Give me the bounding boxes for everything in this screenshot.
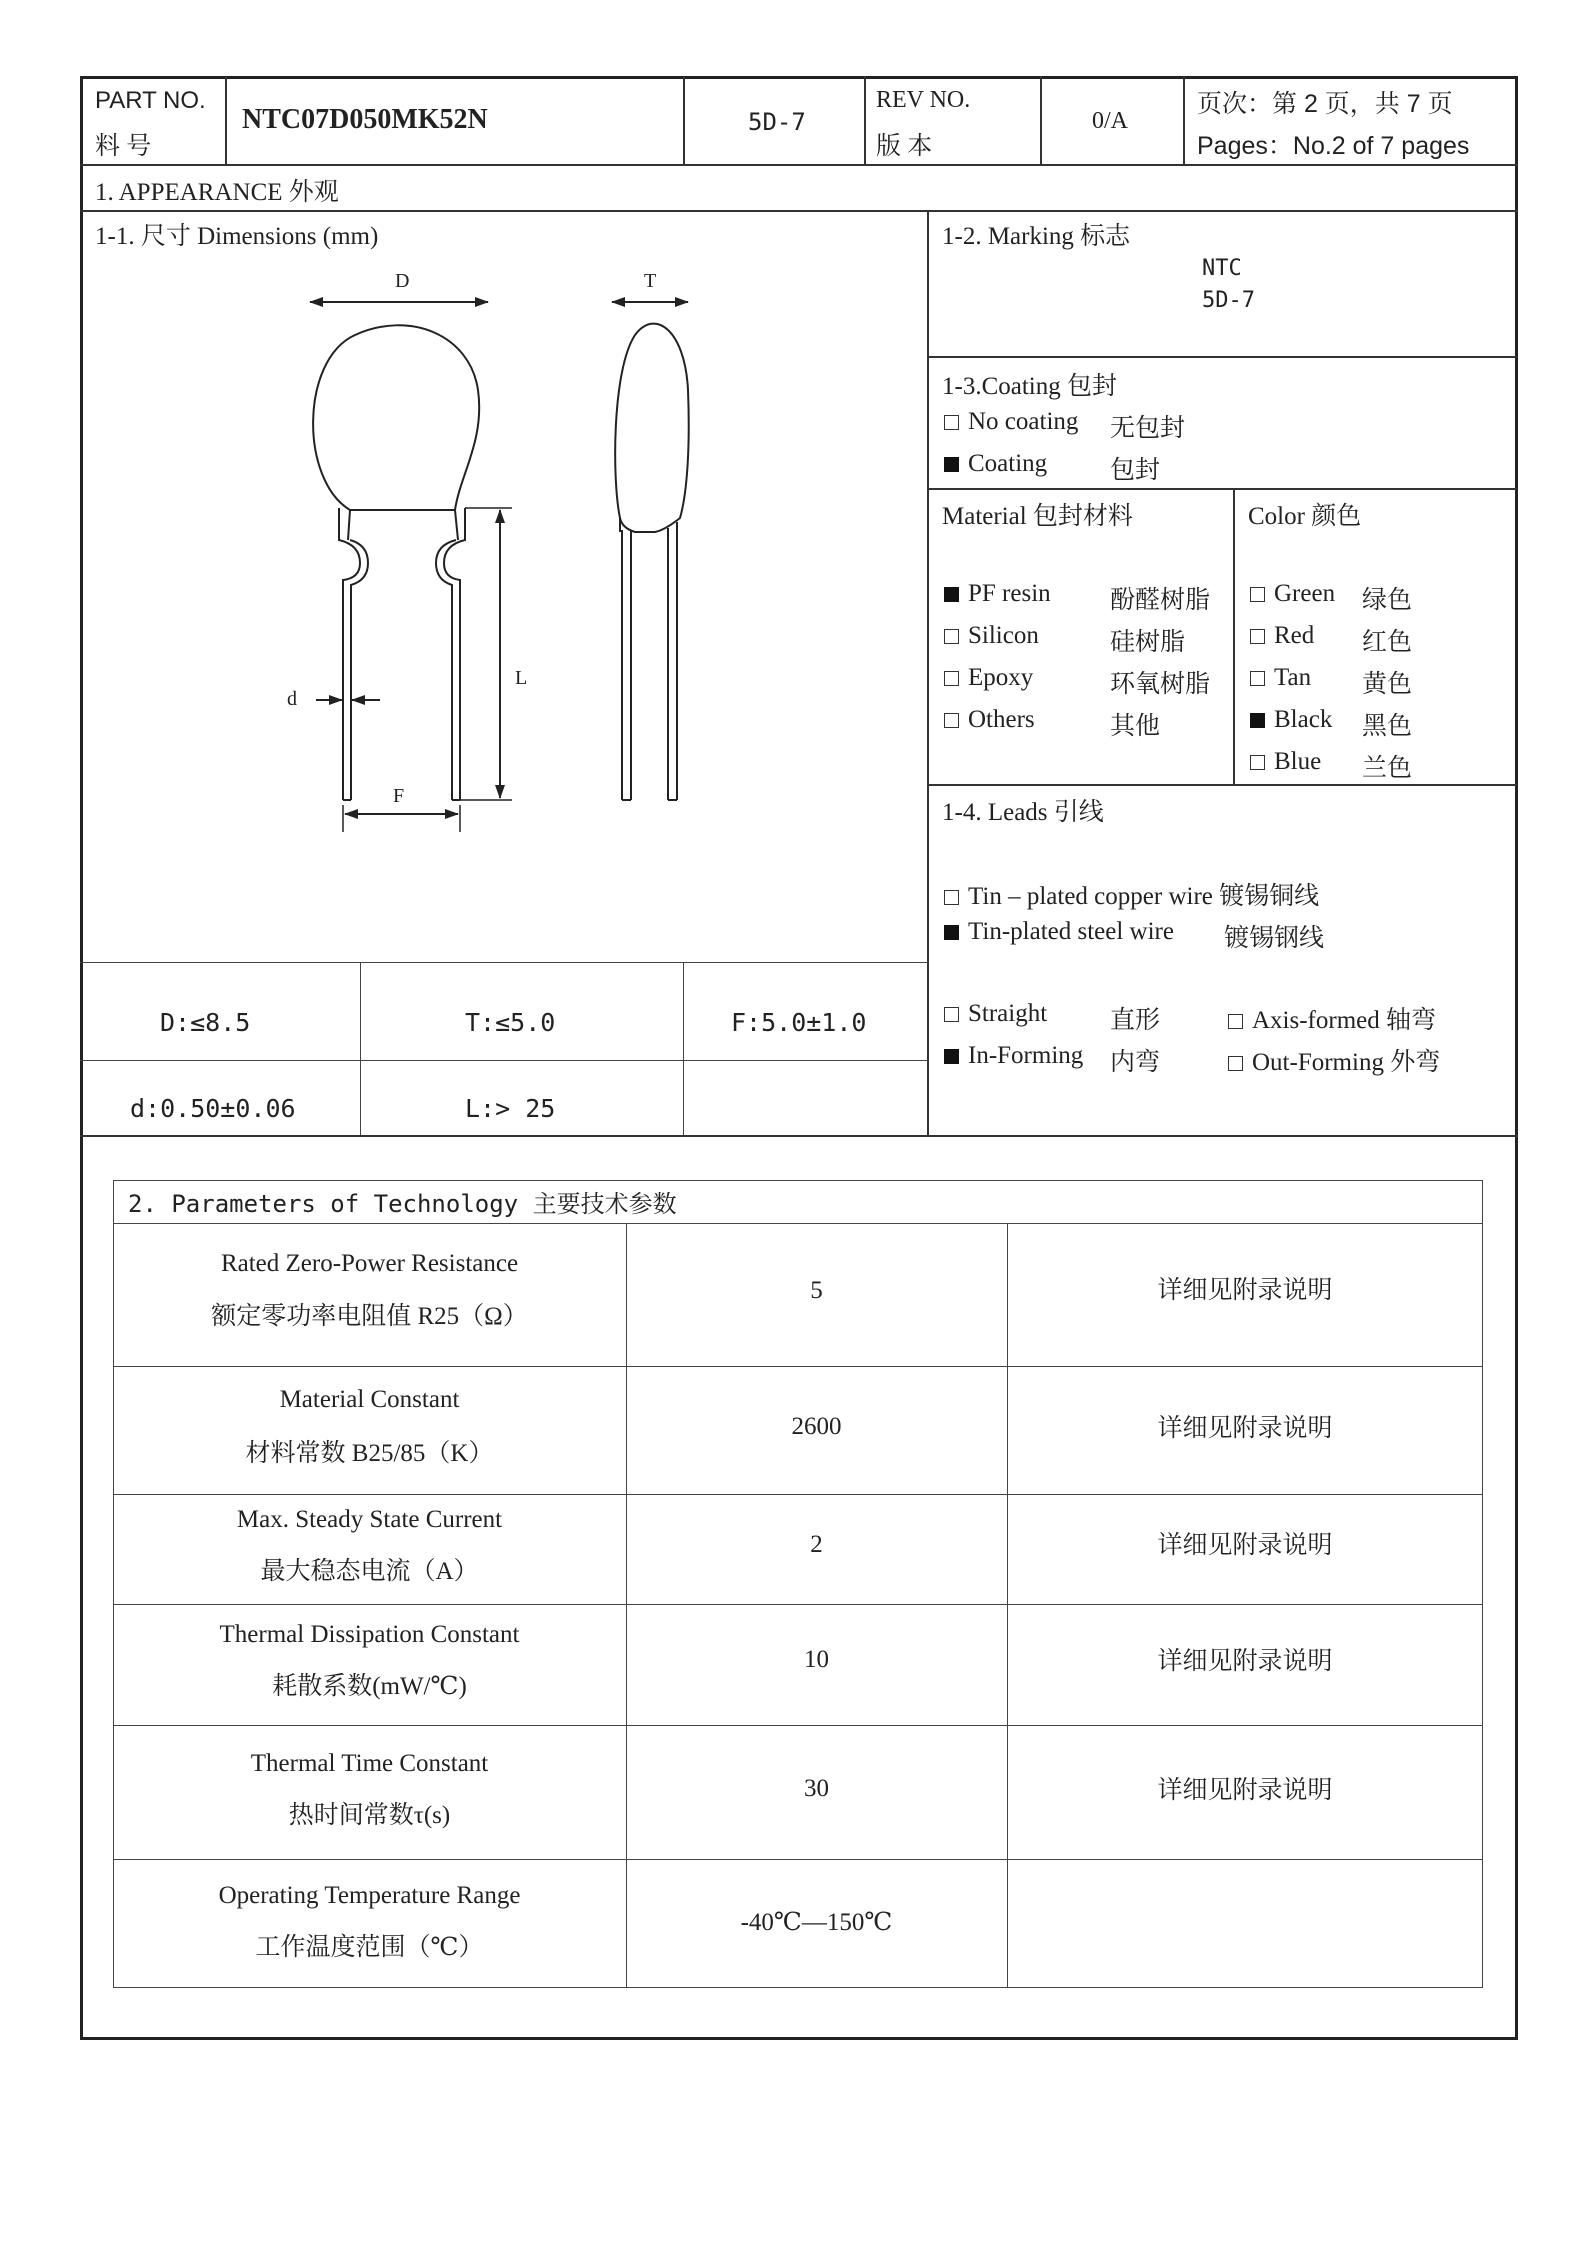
parameters-col-2	[1007, 1223, 1008, 1988]
parameter-name-en: Thermal Time Constant	[250, 1750, 489, 1777]
parameter-name-en: Max. Steady State Current	[236, 1506, 503, 1533]
checkbox-unchecked-icon	[1250, 587, 1265, 602]
parameter-note: 详细见附录说明	[1157, 1777, 1333, 1804]
material-option-others-cn: 其他	[1110, 713, 1161, 740]
parameters-row-rule	[113, 1366, 1483, 1367]
parameter-note: 详细见附录说明	[1157, 1277, 1333, 1304]
material-option-silicon-cn: 硅树脂	[1110, 629, 1186, 656]
dims-table-col-1	[360, 962, 361, 1136]
material-option-epoxy-cn: 环氧树脂	[1110, 671, 1211, 698]
parameter-name-en: Rated Zero-Power Resistance	[220, 1250, 519, 1277]
parameter-name-en: Operating Temperature Range	[218, 1882, 521, 1909]
material-option-epoxy[interactable]: Epoxy	[944, 664, 1033, 692]
leads-form-in[interactable]: In-Forming	[944, 1042, 1083, 1070]
leads-wire-copper[interactable]: Tin – plated copper wire 镀锡铜线	[944, 876, 1319, 912]
parameter-name-en: Thermal Dissipation Constant	[219, 1621, 520, 1648]
drawing-label-D: D	[395, 270, 410, 292]
appearance-bottom-rule	[80, 1135, 1518, 1137]
color-option-green-cn: 绿色	[1362, 587, 1413, 614]
header-divider-3	[864, 76, 866, 165]
material-option-pf[interactable]: PF resin	[944, 580, 1051, 608]
parameter-name-cn: 材料常数 B25/85（K）	[245, 1440, 494, 1467]
color-option-blue-cn: 兰色	[1362, 755, 1413, 782]
parameter-value: 2600	[791, 1413, 842, 1440]
drawing-label-d: d	[287, 688, 297, 710]
color-title: Color 颜色	[1248, 503, 1362, 530]
parameter-name-cn: 工作温度范围（℃）	[255, 1934, 484, 1961]
dimensions-title: 1-1. 尺寸 Dimensions (mm)	[95, 223, 379, 250]
rev-value: 0/A	[1092, 108, 1128, 134]
drawing-label-L: L	[515, 667, 528, 689]
parameter-name-cn: 额定零功率电阻值 R25（Ω）	[211, 1303, 528, 1330]
material-title: Material 包封材料	[942, 503, 1133, 530]
dim-L: L:> 25	[465, 1094, 556, 1123]
parameter-value: 2	[810, 1531, 823, 1558]
dims-table-top	[80, 962, 928, 963]
leads-form-straight[interactable]: Straight	[944, 1000, 1047, 1028]
coating-option-no[interactable]: No coating	[944, 408, 1078, 436]
color-option-black[interactable]: Black	[1250, 706, 1332, 734]
marking-title: 1-2. Marking 标志	[942, 223, 1131, 250]
page-info-en: Pages：No.2 of 7 pages	[1197, 132, 1470, 160]
checkbox-unchecked-icon	[944, 671, 959, 686]
material-option-pf-cn: 酚醛树脂	[1110, 587, 1211, 614]
dims-table-mid	[80, 1060, 928, 1061]
dim-T: T:≤5.0	[465, 1008, 556, 1037]
parameter-name-cn: 耗散系数(mW/℃)	[272, 1673, 467, 1700]
part-no-value: NTC07D050MK52N	[242, 104, 488, 135]
checkbox-checked-icon	[944, 457, 959, 472]
leads-form-out[interactable]: Out-Forming 外弯	[1228, 1042, 1440, 1078]
header-divider-5	[1183, 76, 1185, 165]
header-divider-4	[1040, 76, 1042, 165]
rev-label-cn: 版 本	[876, 133, 933, 160]
appearance-title: 1. APPEARANCE 外观	[95, 179, 339, 206]
parameter-value: 10	[804, 1646, 829, 1673]
header-divider-1	[225, 76, 227, 165]
parameter-value: 5	[810, 1277, 823, 1304]
color-option-green[interactable]: Green	[1250, 580, 1335, 608]
leads-form-axis[interactable]: Axis-formed 轴弯	[1228, 1000, 1436, 1036]
parameter-value: -40℃—150℃	[740, 1909, 893, 1936]
dims-table-col-2	[683, 962, 684, 1136]
leads-wire-steel-cn: 镀锡钢线	[1224, 925, 1325, 952]
color-option-red-cn: 红色	[1362, 629, 1413, 656]
checkbox-unchecked-icon	[1250, 629, 1265, 644]
dim-F: F:5.0±1.0	[731, 1008, 867, 1037]
page-info-cn: 页次：第 2 页，共 7 页	[1197, 90, 1453, 118]
checkbox-unchecked-icon	[944, 713, 959, 728]
checkbox-unchecked-icon	[944, 890, 959, 905]
checkbox-unchecked-icon	[1228, 1014, 1243, 1029]
checkbox-unchecked-icon	[1250, 671, 1265, 686]
parameter-name-en: Material Constant	[279, 1386, 460, 1413]
color-option-black-cn: 黑色	[1362, 713, 1413, 740]
leads-form-straight-cn: 直形	[1110, 1007, 1161, 1034]
checkbox-unchecked-icon	[1250, 755, 1265, 770]
coating-bottom-rule	[927, 488, 1517, 490]
parameter-note: 详细见附录说明	[1157, 1532, 1333, 1559]
color-option-tan[interactable]: Tan	[1250, 664, 1311, 692]
coating-option-yes-cn: 包封	[1110, 457, 1161, 484]
drawing-label-T: T	[644, 270, 657, 292]
dim-d: d:0.50±0.06	[130, 1094, 296, 1123]
leads-form-in-cn: 内弯	[1110, 1049, 1161, 1076]
coating-option-no-cn: 无包封	[1110, 415, 1186, 442]
header-divider-2	[683, 76, 685, 165]
part-no-label-cn: 料 号	[95, 133, 152, 160]
appearance-split	[927, 210, 929, 1136]
material-bottom-rule	[927, 784, 1517, 786]
coating-option-yes[interactable]: Coating	[944, 450, 1047, 478]
header-bottom-rule	[80, 164, 1518, 166]
material-color-split	[1233, 488, 1235, 784]
dim-D: D:≤8.5	[160, 1008, 251, 1037]
parameter-name-cn: 最大稳态电流（A）	[260, 1558, 479, 1585]
checkbox-checked-icon	[944, 587, 959, 602]
color-option-red[interactable]: Red	[1250, 622, 1314, 650]
parameters-col-1	[626, 1223, 627, 1988]
appearance-title-rule	[80, 210, 1518, 212]
parameter-note: 详细见附录说明	[1157, 1648, 1333, 1675]
checkbox-unchecked-icon	[944, 415, 959, 430]
part-no-label-en: PART NO.	[95, 87, 206, 114]
leads-wire-steel[interactable]: Tin-plated steel wire	[944, 918, 1174, 946]
material-option-others[interactable]: Others	[944, 706, 1035, 734]
leads-title: 1-4. Leads 引线	[942, 799, 1104, 826]
parameter-value: 30	[804, 1775, 829, 1802]
dimension-drawing	[260, 260, 720, 840]
marking-line-2: 5D-7	[1202, 288, 1255, 313]
drawing-label-F: F	[393, 785, 405, 807]
checkbox-unchecked-icon	[1228, 1056, 1243, 1071]
checkbox-checked-icon	[1250, 713, 1265, 728]
checkbox-checked-icon	[944, 925, 959, 940]
parameters-row-rule	[113, 1725, 1483, 1726]
material-option-silicon[interactable]: Silicon	[944, 622, 1039, 650]
parameters-title: 2. Parameters of Technology 主要技术参数	[128, 1190, 677, 1218]
rev-label-en: REV NO.	[876, 87, 971, 113]
marking-line-1: NTC	[1202, 256, 1242, 281]
coating-title: 1-3.Coating 包封	[942, 373, 1117, 400]
color-option-tan-cn: 黄色	[1362, 671, 1413, 698]
model-value: 5D-7	[748, 108, 806, 136]
marking-bottom-rule	[927, 356, 1517, 358]
parameters-row-rule	[113, 1604, 1483, 1605]
checkbox-checked-icon	[944, 1049, 959, 1064]
checkbox-unchecked-icon	[944, 1007, 959, 1022]
parameter-name-cn: 热时间常数τ(s)	[288, 1802, 451, 1829]
parameter-note: 详细见附录说明	[1157, 1415, 1333, 1442]
parameters-title-rule	[113, 1223, 1483, 1224]
color-option-blue[interactable]: Blue	[1250, 748, 1321, 776]
checkbox-unchecked-icon	[944, 629, 959, 644]
parameters-row-rule	[113, 1859, 1483, 1860]
